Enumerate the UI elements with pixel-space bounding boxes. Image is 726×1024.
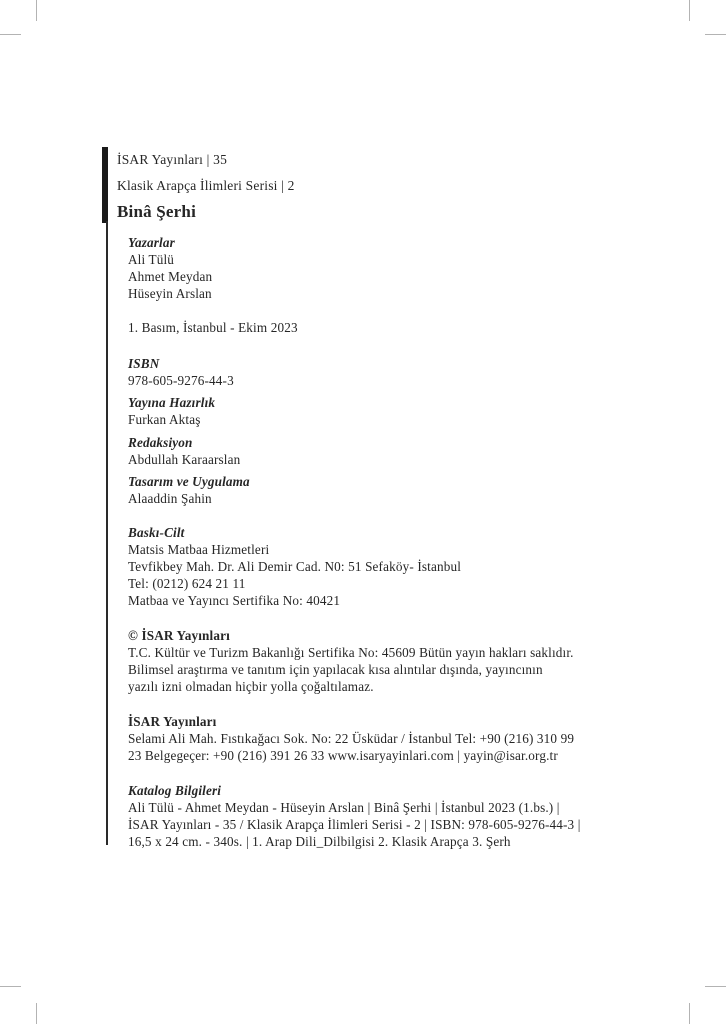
isbn-section	[128, 355, 581, 389]
copyright-heading: © İSAR Yayınları	[128, 628, 230, 643]
edition-line: 1. Basım, İstanbul - Ekim 2023	[128, 320, 298, 335]
redaction-heading: Redaksiyon	[128, 435, 193, 450]
publisher-contact-line: 23 Belgegeçer: +90 (216) 391 26 33 www.isaryayinlari.com | yayin@isar.org.tr	[128, 748, 558, 763]
printing-line: Tevfikbey Mah. Dr. Ali Demir Cad. N0: 51 Sefaköy- İstanbul	[128, 559, 462, 574]
isbn-value: 978-605-9276-44-3	[128, 373, 234, 388]
catalog-section	[128, 782, 581, 850]
book-title: Binâ Şerhi	[117, 202, 196, 221]
crop-mark-bottom-left-vertical	[36, 1003, 37, 1024]
authors-heading: Yazarlar	[128, 235, 175, 250]
design-heading: Tasarım ve Uygulama	[128, 474, 250, 489]
design-name: Alaaddin Şahin	[128, 491, 212, 506]
copyright-line: yazılı izni olmadan hiçbir yolla çoğaltılamaz.	[128, 679, 374, 694]
crop-mark-bottom-right-vertical	[689, 1003, 690, 1024]
crop-mark-top-right-horizontal	[705, 34, 726, 35]
publisher-contact-section	[128, 713, 581, 764]
catalog-line: İSAR Yayınları - 35 / Klasik Arapça İlimleri Serisi - 2 | ISBN: 978-605-9276-44-3 |	[128, 817, 581, 832]
printing-heading: Baskı-Cilt	[128, 525, 185, 540]
crop-mark-top-left-horizontal	[0, 34, 21, 35]
redaction-section	[128, 434, 581, 468]
crop-mark-bottom-right-horizontal	[705, 986, 726, 987]
printing-line: Matbaa ve Yayıncı Sertifika No: 40421	[128, 593, 341, 608]
vertical-rule	[106, 221, 108, 845]
copyright-line: T.C. Kültür ve Turizm Bakanlığı Sertifika No: 45609 Bütün yayın hakları saklıdır.	[128, 645, 574, 660]
publisher-contact-heading: İSAR Yayınları	[128, 714, 217, 729]
printing-section	[128, 524, 581, 609]
preparation-section	[128, 394, 581, 428]
colophon	[128, 234, 581, 850]
catalog-line: 16,5 x 24 cm. - 340s. | 1. Arap Dili_Dilbilgisi 2. Klasik Arapça 3. Şerh	[128, 834, 511, 849]
author-name: Ali Tülü	[128, 252, 175, 267]
printing-line: Matsis Matbaa Hizmetleri	[128, 542, 270, 557]
publisher-contact-line: Selami Ali Mah. Fıstıkağacı Sok. No: 22 Üsküdar / İstanbul Tel: +90 (216) 310 99	[128, 731, 575, 746]
preparation-name: Furkan Aktaş	[128, 412, 201, 427]
catalog-heading: Katalog Bilgileri	[128, 783, 222, 798]
copyright-section	[128, 627, 581, 695]
crop-mark-bottom-left-horizontal	[0, 986, 21, 987]
isbn-heading: ISBN	[128, 356, 160, 371]
publisher-series-number: İSAR Yayınları | 35	[117, 152, 228, 167]
design-section	[128, 473, 581, 507]
printing-line: Tel: (0212) 624 21 11	[128, 576, 246, 591]
crop-mark-top-left-vertical	[36, 0, 37, 21]
copyright-line: Bilimsel araştırma ve tanıtım için yapılacak kısa alıntılar dışında, yayıncının	[128, 662, 543, 677]
redaction-name: Abdullah Karaarslan	[128, 452, 241, 467]
authors-section	[128, 234, 581, 302]
crop-mark-top-right-vertical	[689, 0, 690, 21]
preparation-heading: Yayına Hazırlık	[128, 395, 216, 410]
catalog-line: Ali Tülü - Ahmet Meydan - Hüseyin Arslan | Binâ Şerhi | İstanbul 2023 (1.bs.) |	[128, 800, 560, 815]
series-name-number: Klasik Arapça İlimleri Serisi | 2	[117, 178, 295, 193]
author-name: Ahmet Meydan	[128, 269, 213, 284]
author-name: Hüseyin Arslan	[128, 286, 212, 301]
title-block	[102, 147, 295, 223]
